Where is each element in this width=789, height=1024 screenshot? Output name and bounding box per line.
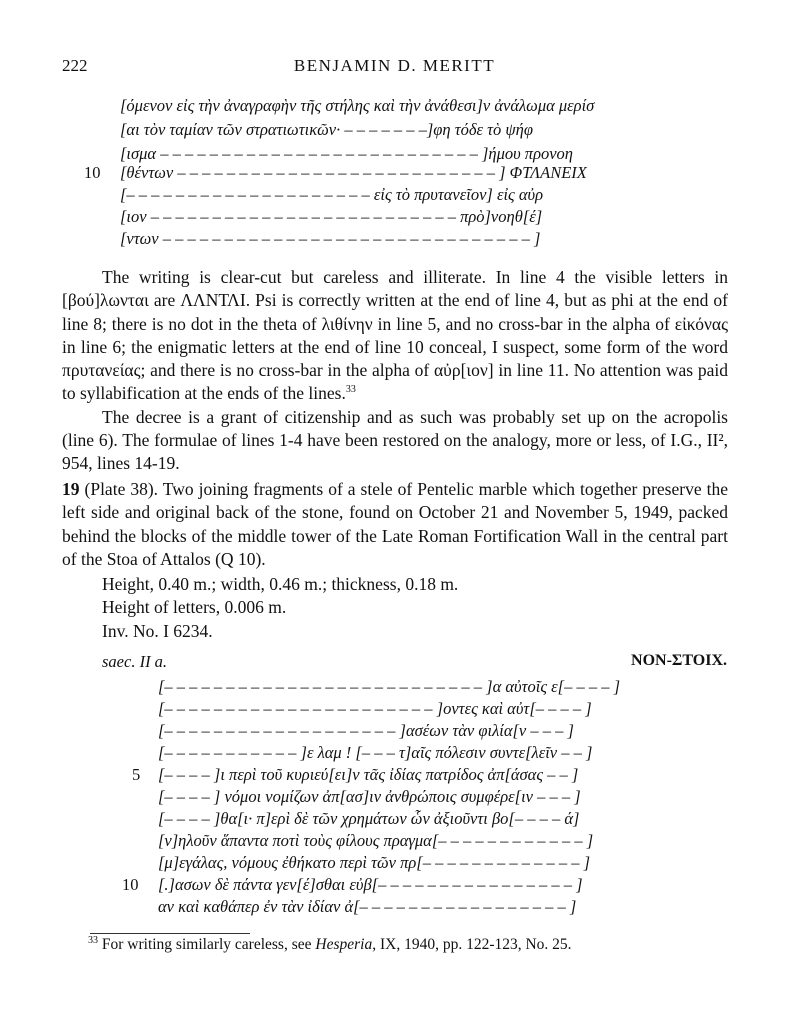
- inscription-a-line: [ιον – – – – – – – – – – – – – – – – – – – – – – – – – πρὸ]νοηθ[έ]: [120, 207, 543, 226]
- footnote: $^{33}$ For writing similarly careless, see Hesperia, IX, 1940, pp. 122-123, No. 25.: [88, 934, 572, 953]
- date-label: saec. II a.: [102, 652, 168, 671]
- inscription-a-line: [ισμα – – – – – – – – – – – – – – – – – – – – – – – – – – ]ήμου προνοη: [120, 144, 573, 163]
- inscription-a-line: [ντων – – – – – – – – – – – – – – – – – – – – – – – – – – – – – – ]: [120, 229, 541, 248]
- inscription-b-line: [– – – – ]θα[ι· π]ερὶ δὲ τῶν χρημάτων ὧν ἀξιοῦντι βο[– – – – ά]: [158, 809, 580, 828]
- dimensions: Height, 0.40 m.; width, 0.46 m.; thickness, 0.18 m.: [102, 574, 459, 594]
- inscription-b-line: αν καὶ καθάπερ ἐν τὰν ἰδίαν ἀ[– – – – – – – – – – – – – – – – – ]: [158, 897, 577, 916]
- entry-description: (Plate 38). Two joining fragments of a stele of Pentelic marble which together preserve the left side and original back of the stone, found on October 21 and November 5, 1949, packed behind the blocks of the middle tower of the Late Roman Fortification Wall in the central part of the Stoa of Attalos (Q 10).: [62, 479, 728, 569]
- inscription-b-line: [– – – – – – – – – – – ]ε λαμ ! [– – – τ]αῖς πόλεσιν συντε[λεῖν – – ]: [158, 743, 593, 762]
- line-number: 10: [84, 163, 101, 182]
- inventory-number: Inv. No. I 6234.: [102, 620, 213, 641]
- inscription-b-line: [μ]εγάλας, νόμους ἐθήκατο περὶ τῶν πρ[– – – – – – – – – – – – – ]: [158, 853, 590, 872]
- commentary-paragraph-2: The decree is a grant of citizenship and as such was probably set up on the acropolis (line 6). The formulae of lines 1-4 have been restored on the analogy, more or less, of I.G., II², 954, lines 14-19.: [62, 406, 728, 474]
- line-number: 10: [122, 875, 139, 894]
- inscription-a-line: [θέντων – – – – – – – – – – – – – – – – – – – – – – – – – – ] ΦΤΛΑΝΕΙΧ: [120, 163, 587, 182]
- footnote-ref: 33: [345, 384, 356, 396]
- inscription-b-line: [– – – – – – – – – – – – – – – – – – – – – – ]οντες καὶ αὐτ[– – – – ]: [158, 699, 592, 718]
- inscription-b-line: [– – – – ] νόμοι νομίζων ἀπ[ασ]ιν ἀνθρώποις συμφέρε[ιν – – – ]: [158, 787, 581, 806]
- commentary: [62, 266, 728, 476]
- footnote-rule: [90, 933, 250, 934]
- inscription-b-line: [– – – – – – – – – – – – – – – – – – – ]ασέων τὰν φιλία[ν – – – ]: [158, 721, 574, 740]
- inscription-b-line: [– – – – ]ι περὶ τοῦ κυριεύ[ει]ν τᾶς ἰδίας πατρίδος ἀπ[άσας – – ]: [158, 765, 579, 784]
- stoichedon-label: NON-ΣΤΟΙΧ.: [631, 652, 727, 669]
- inscription-b-line: [ν]ηλοῦν ἅπαντα ποτὶ τοὺς φίλους πραγμα[– – – – – – – – – – – – ]: [158, 831, 594, 850]
- running-title: BENJAMIN D. MERITT: [293, 56, 496, 75]
- letter-height: Height of letters, 0.006 m.: [102, 597, 287, 618]
- inscription-b-line: [– – – – – – – – – – – – – – – – – – – – – – – – – – ]α αὐτοῖς ε[– – – – ]: [158, 677, 621, 696]
- inscription-a-line: [όμενον εἰς τὴν ἀναγραφὴν τῆς στήλης καὶ τὴν ἀνάθεσι]ν ἀνάλωμα μερίσ: [120, 96, 595, 115]
- footnote-marker: 33: [88, 934, 98, 946]
- commentary-paragraph-1: The writing is clear-cut but careless and illiterate. In line 4 the visible letters in [βού]λωνται are ΛΛΝΤΛΙ. Psi is correctly written at the end of line 4, but as phi at the end of line 8; there is no dot in the theta of λιθίνην in line 5, and no cross-bar in the alpha of εἰκόνας in line 6; the enigmatic letters at the end of line 10 conceal, I suspect, some form of the word πρυτανείας; and there is no cross-bar in the alpha of αὐρ[ιον] in line 11. No attention was paid to syllabification at the ends of the lines.$^{33}$: [62, 267, 728, 404]
- inscription-b-line: [.]ασων δὲ πάντα γεν[έ]σθαι εὐβ[– – – – – – – – – – – – – – – – ]: [158, 875, 583, 894]
- entry-number: 19: [62, 479, 80, 499]
- entry-19: [62, 478, 728, 571]
- journal-title: Hesperia: [315, 936, 373, 953]
- inscription-a-line: [αι τὸν ταμίαν τῶν στρατιωτικῶν· – – – – – – –]φη τόδε τὸ ψήφ: [120, 120, 533, 139]
- inscription-a-line: [– – – – – – – – – – – – – – – – – – – – εἰς τὸ πρυτανεῖον] εἰς αὐρ: [120, 185, 544, 204]
- measurements: [102, 573, 458, 643]
- line-number: 5: [132, 765, 141, 784]
- page-number: 222: [62, 56, 88, 75]
